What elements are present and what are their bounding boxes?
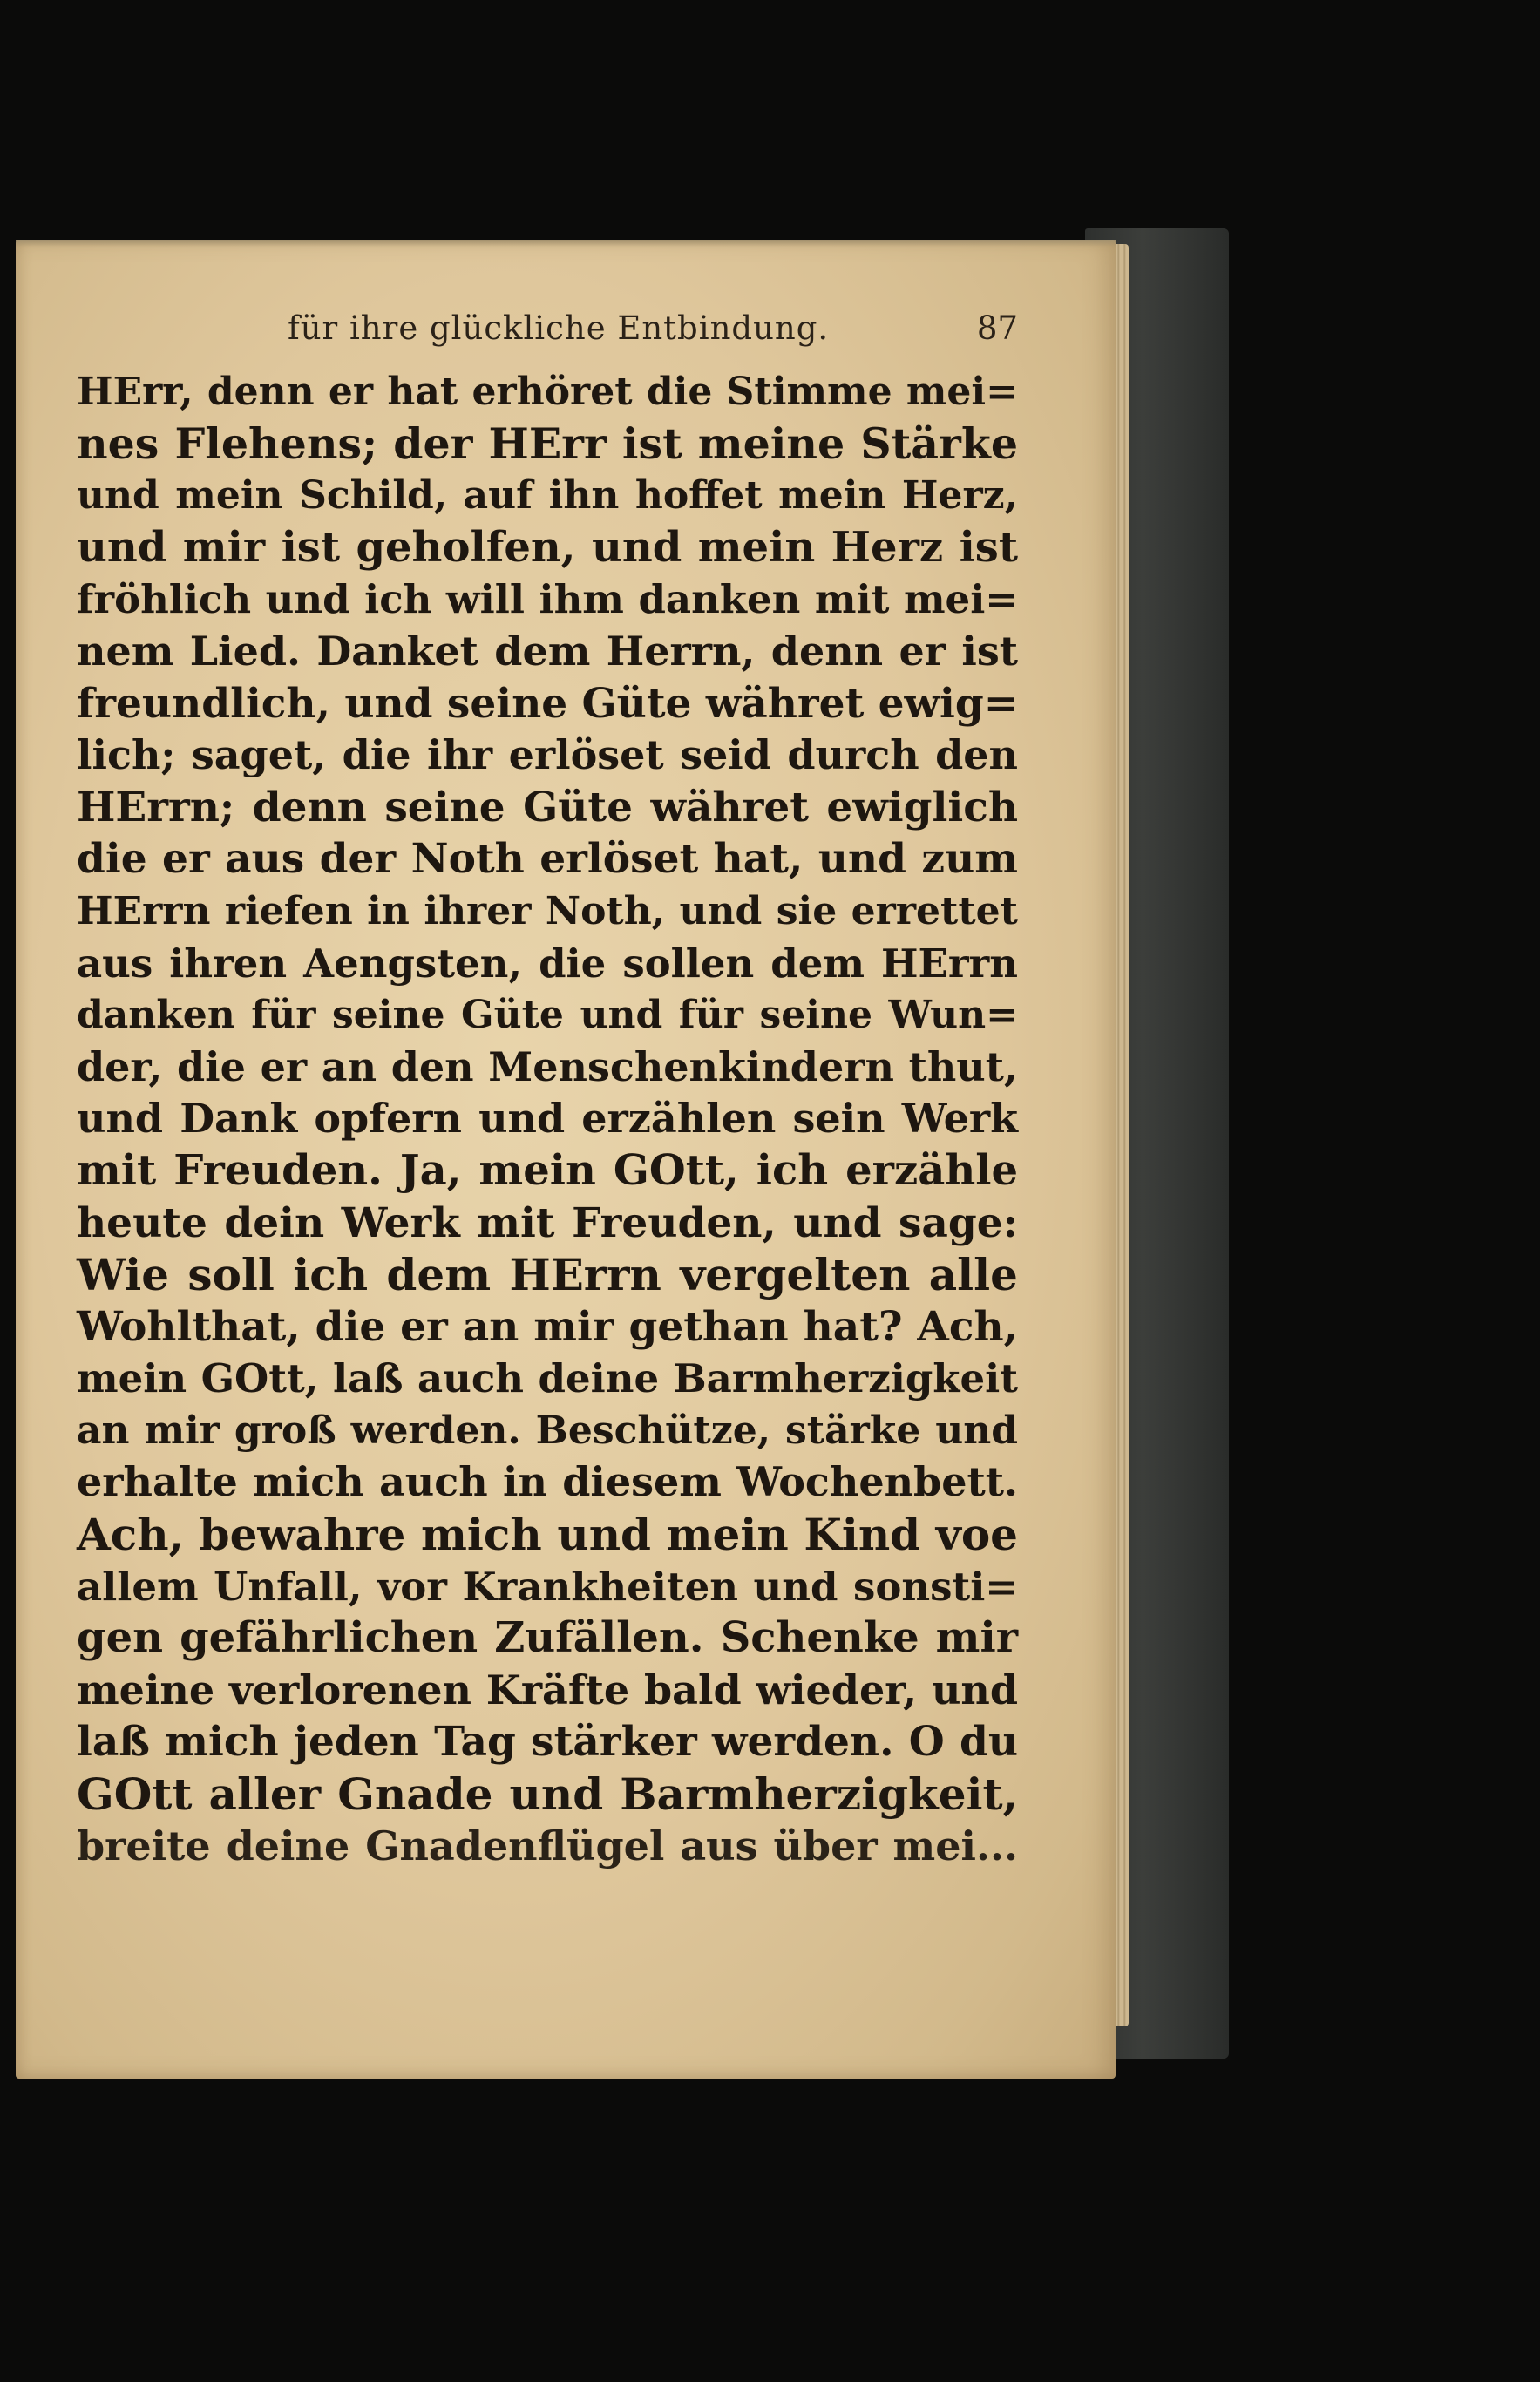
text-line: die er aus der Noth erlöset hat, und zum — [77, 835, 1018, 884]
text-line: HErrn riefen in ihrer Noth, und sie errettet — [77, 888, 1018, 933]
text-line: lich; saget, die ihr erlöset seid durch den — [77, 731, 1018, 779]
text-line: aus ihren Aengsten, die sollen dem HErrn — [77, 940, 1018, 987]
text-line: erhalte mich auch in diesem Wochenbett. — [77, 1458, 1018, 1506]
text-line: mit Freuden. Ja, mein GOtt, ich erzähle — [77, 1145, 1018, 1195]
text-line: HErrn; denn seine Güte währet ewiglich — [77, 783, 1018, 831]
book-page — [16, 240, 1116, 2079]
text-line: der, die er an den Menschenkindern thut, — [77, 1042, 1018, 1090]
text-line: und mein Schild, auf ihn hoffet mein Herz, — [77, 473, 1018, 519]
page-top-edge — [16, 240, 1116, 247]
text-line: heute dein Werk mit Freuden, und sage: — [77, 1198, 1018, 1247]
text-line: freundlich, und seine Güte währet ewig= — [77, 679, 1019, 728]
text-line: danken für seine Güte und für seine Wun= — [77, 993, 1018, 1038]
text-line: GOtt aller Gnade und Barmherzigkeit, — [77, 1768, 1018, 1821]
page-number: 87 — [976, 309, 1018, 347]
text-line: fröhlich und ich will ihm danken mit mei= — [77, 576, 1018, 623]
page-header — [94, 309, 1018, 362]
text-line: mein GOtt, laß auch deine Barmherzigkeit — [77, 1355, 1018, 1402]
text-line: an mir groß werden. Beschütze, stärke und — [77, 1408, 1018, 1453]
text-line: Ach, bewahre mich und mein Kind voe — [77, 1509, 1018, 1561]
text-line: meine verlorenen Kräfte bald wieder, und — [77, 1666, 1018, 1714]
text-line: gen gefährlichen Zufällen. Schenke mir — [77, 1613, 1018, 1663]
text-line: Wie soll ich dem HErrn vergelten alle — [77, 1249, 1018, 1301]
text-line: nem Lied. Danket dem Herrn, denn er ist — [77, 627, 1018, 675]
text-line: nes Flehens; der HErr ist meine Stärke — [77, 417, 1018, 469]
text-line: laß mich jeden Tag stärker werden. O du — [77, 1718, 1018, 1767]
text-line: HErr, denn er hat erhöret die Stimme mei= — [77, 370, 1018, 414]
body-text — [77, 366, 1018, 1872]
text-line: allem Unfall, vor Krankheiten und sonsti= — [77, 1563, 1018, 1610]
text-line: und Dank opfern und erzählen sein Werk — [77, 1095, 1018, 1143]
text-line: und mir ist geholfen, und mein Herz ist — [77, 522, 1018, 572]
text-line: Wohlthat, die er an mir gethan hat? Ach, — [77, 1302, 1018, 1351]
text-line: breite deine Gnadenflügel aus über mei... — [77, 1822, 1018, 1870]
running-title: für ihre glückliche Entbindung. — [288, 309, 830, 347]
